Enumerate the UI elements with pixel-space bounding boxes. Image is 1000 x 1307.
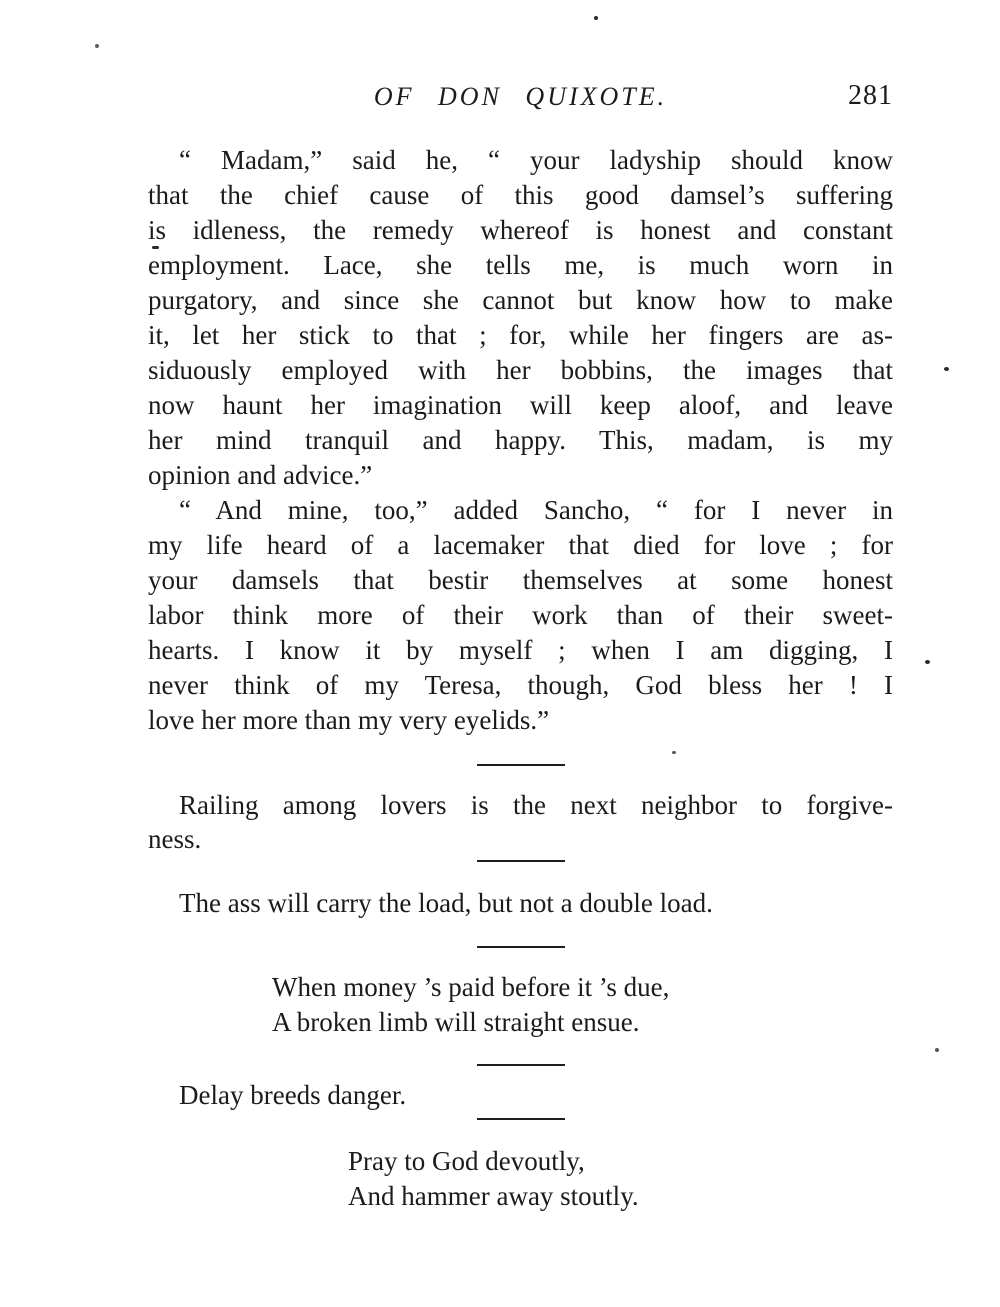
text-line: When money ’s paid before it ’s due, bbox=[272, 972, 670, 1002]
text-line: Delay breeds danger. bbox=[179, 1080, 407, 1110]
text-line: her mind tranquil and happy. This, madam, is my bbox=[148, 425, 893, 455]
text-line: opinion and advice.” bbox=[148, 460, 373, 490]
text-line: now haunt her imagination will keep aloof, and leave bbox=[148, 390, 893, 420]
text-line: hearts. I know it by myself ; when I am digging, I bbox=[148, 635, 893, 665]
scan-speck bbox=[95, 44, 99, 48]
text-line: labor think more of their work than of their sweet- bbox=[148, 600, 893, 630]
scan-speck bbox=[152, 246, 159, 249]
text-line: And hammer away stoutly. bbox=[348, 1181, 639, 1211]
text-line: never think of my Teresa, though, God bless her ! I bbox=[148, 670, 893, 700]
section-divider-rule bbox=[477, 1118, 565, 1120]
couplet-pray bbox=[148, 1144, 893, 1214]
paragraph-madam bbox=[148, 143, 893, 493]
text-line: siduously employed with her bobbins, the images that bbox=[148, 355, 893, 385]
text-line: that the chief cause of this good damsel’s suffering bbox=[148, 180, 893, 210]
section-divider-rule bbox=[477, 764, 565, 766]
proverb-railing bbox=[148, 788, 893, 856]
text-line: Railing among lovers is the next neighbor to forgive- bbox=[179, 790, 893, 820]
text-line: “ Madam,” said he, “ your ladyship should know bbox=[179, 145, 893, 175]
section-divider-rule bbox=[477, 860, 565, 862]
text-line: “ And mine, too,” added Sancho, “ for I never in bbox=[179, 495, 893, 525]
scan-speck bbox=[944, 367, 949, 371]
scan-speck bbox=[594, 16, 598, 20]
paragraph-sancho bbox=[148, 493, 893, 738]
text-line: it, let her stick to that ; for, while her fingers are as- bbox=[148, 320, 893, 350]
page-header bbox=[148, 82, 893, 114]
scan-speck bbox=[925, 660, 930, 664]
text-line: The ass will carry the load, but not a double load. bbox=[179, 888, 713, 918]
scan-speck bbox=[935, 1048, 939, 1052]
text-line: my life heard of a lacemaker that died for love ; for bbox=[148, 530, 893, 560]
section-divider-rule bbox=[477, 946, 565, 948]
text-line: ness. bbox=[148, 824, 202, 854]
text-block bbox=[148, 82, 893, 1214]
text-line: purgatory, and since she cannot but know how to make bbox=[148, 285, 893, 315]
section-divider-rule bbox=[477, 1064, 565, 1066]
scan-speck bbox=[672, 751, 676, 754]
couplet-money bbox=[148, 970, 893, 1040]
text-line: is idleness, the remedy whereof is honest and constant bbox=[148, 215, 893, 245]
text-line: employment. Lace, she tells me, is much worn in bbox=[148, 250, 893, 280]
text-line: your damsels that bestir themselves at some honest bbox=[148, 565, 893, 595]
proverb-ass-load bbox=[148, 886, 893, 920]
proverb-delay bbox=[148, 1078, 893, 1112]
text-line: A broken limb will straight ensue. bbox=[272, 1007, 640, 1037]
text-line: Pray to God devoutly, bbox=[348, 1146, 585, 1176]
text-line: love her more than my very eyelids.” bbox=[148, 705, 550, 735]
page-number: 281 bbox=[848, 80, 893, 111]
running-title: OF DON QUIXOTE. bbox=[373, 82, 668, 111]
